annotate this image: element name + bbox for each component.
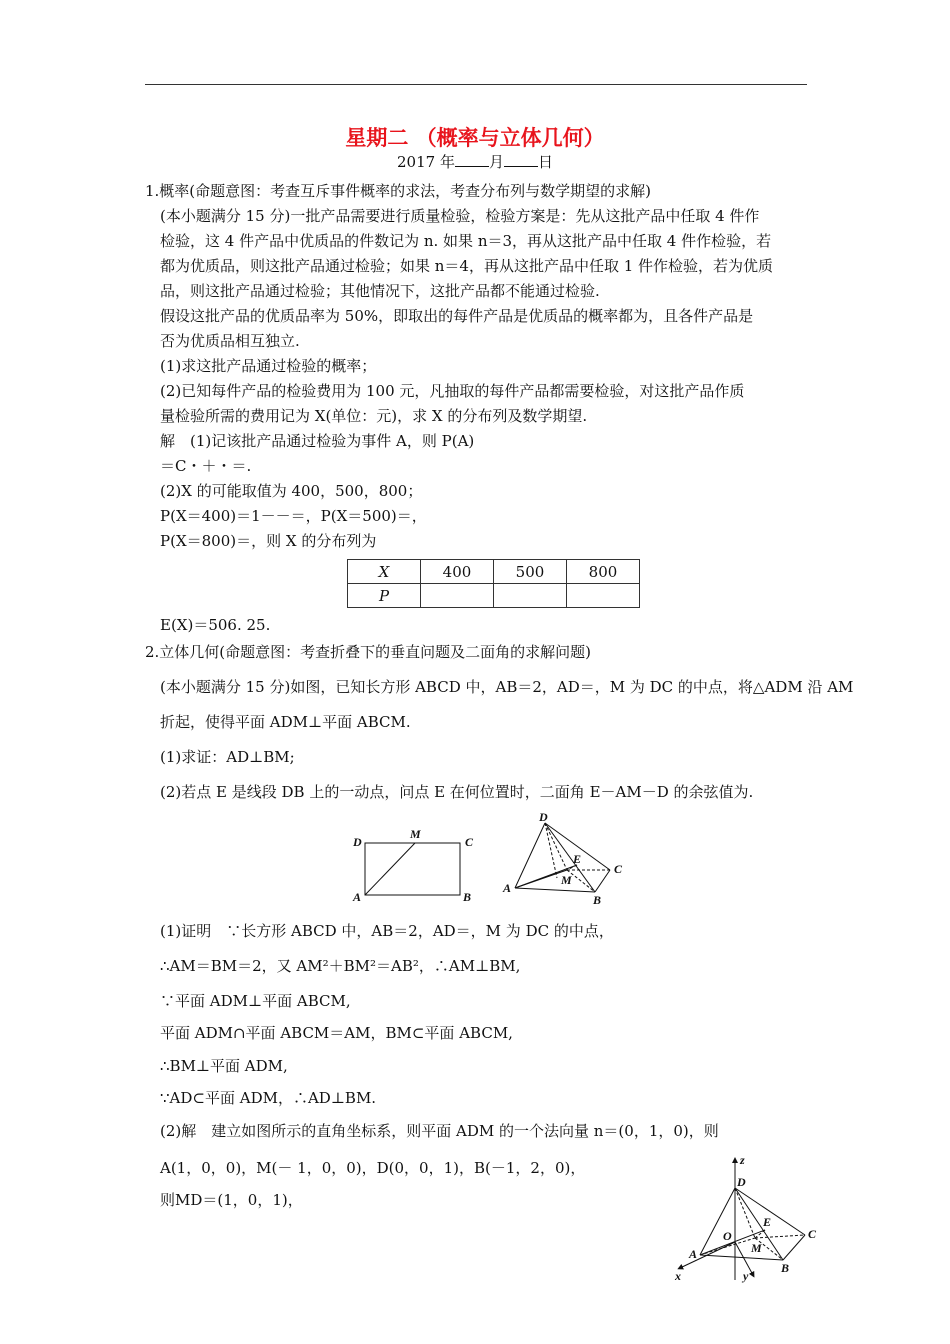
table-cell <box>494 584 567 608</box>
proof-line: ∴AM＝BM＝2，又 AM²＋BM²＝AB²，∴AM⊥BM, <box>160 957 521 975</box>
distribution-table <box>347 559 640 608</box>
label-e: E <box>573 852 582 866</box>
q1-solution-line: P(X＝400)＝1－－＝，P(X＝500)＝， <box>160 507 427 525</box>
q1-line: 检验，这 4 件产品中优质品的件数记为 n. 如果 n＝3，再从这批产品中任取 4 件作检验，若 <box>160 232 772 250</box>
table-cell: X <box>348 560 421 584</box>
proof-line: 则MD＝(1，0，1)， <box>160 1191 303 1209</box>
label-c: C <box>465 835 474 849</box>
label-z: z <box>740 1153 745 1167</box>
page-title: 星期二 （概率与立体几何） <box>345 126 605 150</box>
proof-line: A(1，0，0)，M(－ 1，0，0)，D(0，0，1)，B(－1，2，0)， <box>160 1159 586 1177</box>
q1-line: (1)求这批产品通过检验的概率； <box>160 357 377 375</box>
q1-line: 假设这批产品的优质品率为 50%，即取出的每件产品是优质品的概率都为，且各件产品是 <box>160 307 754 325</box>
label-b: B <box>781 1261 790 1275</box>
q1-solution-line: P(X＝800)＝，则 X 的分布列为 <box>160 532 377 550</box>
label-a: A <box>503 881 512 895</box>
label-d: D <box>353 835 362 849</box>
table-row <box>348 584 640 608</box>
q1-line: 否为优质品相互独立. <box>160 332 300 350</box>
proof-line: ∵AD⊂平面 ADM，∴AD⊥BM. <box>160 1089 377 1107</box>
coordinate-figure <box>665 1150 825 1285</box>
label-c: C <box>808 1227 817 1241</box>
label-m: M <box>561 873 572 887</box>
date-day: 日 <box>537 153 553 171</box>
q1-line: (本小题满分 15 分)一批产品需要进行质量检验，检验方案是：先从这批产品中任取 4 件作 <box>160 207 760 225</box>
label-a: A <box>353 890 362 904</box>
label-x: x <box>675 1269 681 1283</box>
label-b: B <box>463 890 472 904</box>
table-cell: 800 <box>567 560 640 584</box>
header-rule <box>145 84 807 85</box>
rectangle-figure <box>345 825 480 905</box>
q2-line: 折起，使得平面 ADM⊥平面 ABCM. <box>160 713 411 731</box>
q1-heading: 1.概率(命题意图：考查互斥事件概率的求法，考查分布列与数学期望的求解) <box>145 182 652 200</box>
q1-solution-line: 解 (1)记该批产品通过检验为事件 A，则 P(A) <box>160 432 475 450</box>
label-m: M <box>410 827 421 841</box>
label-d: D <box>737 1175 746 1189</box>
q2-line: (2)若点 E 是线段 DB 上的一动点，问点 E 在何位置时，二面角 E－AM－D 的余弦值为. <box>160 783 754 801</box>
segment-am <box>365 843 415 895</box>
table-cell <box>421 584 494 608</box>
table-cell: 500 <box>494 560 567 584</box>
label-y: y <box>743 1269 749 1283</box>
proof-line: (2)解 建立如图所示的直角坐标系，则平面 ADM 的一个法向量 n＝(0，1，0)，则 <box>160 1122 719 1140</box>
q2-line: (本小题满分 15 分)如图，已知长方形 ABCD 中，AB＝2，AD＝，M 为 DC 的中点，将△ADM 沿 AM <box>160 678 854 696</box>
proof-line: ∴BM⊥平面 ADM, <box>160 1057 288 1075</box>
label-a: A <box>689 1247 698 1261</box>
q2-line: (1)求证：AD⊥BM; <box>160 748 295 766</box>
q1-solution-line: ＝C・＋・＝. <box>160 457 252 475</box>
proof-line: ∵平面 ADM⊥平面 ABCM, <box>160 992 351 1010</box>
table-row <box>348 560 640 584</box>
table-cell: 400 <box>421 560 494 584</box>
label-b: B <box>593 893 602 907</box>
q1-line: 都为优质品，则这批产品通过检验；如果 n＝4，再从这批产品中任取 1 件作检验，若为优质 <box>160 257 774 275</box>
q1-line: 品，则这批产品通过检验；其他情况下，这批产品都不能通过检验. <box>160 282 600 300</box>
day-blank <box>504 152 538 167</box>
label-e: E <box>763 1215 772 1229</box>
month-blank <box>455 152 489 167</box>
label-o: O <box>723 1229 732 1243</box>
table-cell <box>567 584 640 608</box>
table-cell: P <box>348 584 421 608</box>
date-year: 2017 年 <box>397 153 455 171</box>
q1-solution-line: (2)X 的可能取值为 400，500，800； <box>160 482 423 500</box>
date-line <box>0 151 950 172</box>
q1-line: (2)已知每件产品的检验费用为 100 元，凡抽取的每件产品都需要检验，对这批产品作质 <box>160 382 745 400</box>
q1-line: 量检验所需的费用记为 X(单位：元)，求 X 的分布列及数学期望. <box>160 407 588 425</box>
label-d: D <box>539 810 548 824</box>
label-m: M <box>751 1241 762 1255</box>
date-month: 月 <box>488 153 504 171</box>
rectangle-abcd <box>365 843 460 895</box>
folded-pyramid-figure <box>495 810 630 910</box>
q1-expectation: E(X)＝506. 25. <box>160 616 271 634</box>
q2-heading: 2.立体几何(命题意图：考查折叠下的垂直问题及二面角的求解问题) <box>145 643 592 661</box>
proof-line: (1)证明 ∵长方形 ABCD 中，AB＝2，AD＝，M 为 DC 的中点， <box>160 922 614 940</box>
proof-line: 平面 ADM∩平面 ABCM＝AM，BM⊂平面 ABCM, <box>160 1024 513 1042</box>
label-c: C <box>614 862 623 876</box>
